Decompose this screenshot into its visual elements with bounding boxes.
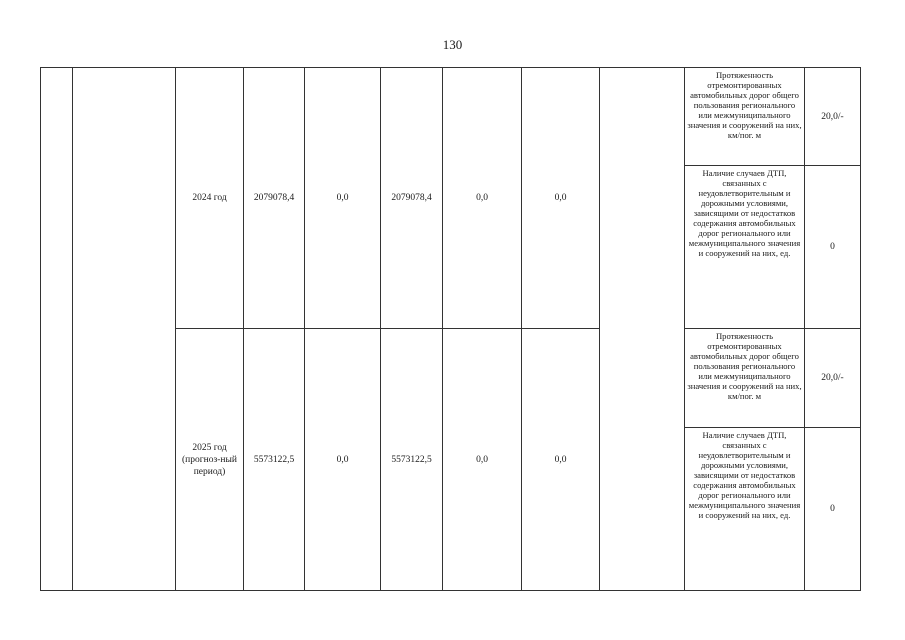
funding-cell: 0,0 — [305, 68, 381, 329]
indicator-name: Наличие случаев ДТП, связанных с неудовлетворительным и дорожными условиями, зависящими от недостатков содержания автомобильных дорог регионального или межмуниципального значения и сооружений на них, ед. — [685, 428, 805, 591]
indicator-value: 0 — [805, 428, 861, 591]
table-row — [41, 68, 861, 166]
empty-cell-name — [73, 68, 176, 591]
indicator-name: Протяженность отремонтированных автомобильных дорог общего пользования регионального или межмуниципального значения и сооружений на них, км/пог. м — [685, 68, 805, 166]
indicator-value: 20,0/- — [805, 329, 861, 428]
funding-cell: 0,0 — [522, 68, 600, 329]
indicator-value: 0 — [805, 166, 861, 329]
funding-cell: 0,0 — [522, 329, 600, 591]
total-cell: 2079078,4 — [244, 68, 305, 329]
year-cell: 2025 год (прогноз-ный период) — [176, 329, 244, 591]
indicator-name: Протяженность отремонтированных автомобильных дорог общего пользования регионального или межмуниципального значения и сооружений на них, км/пог. м — [685, 329, 805, 428]
year-cell: 2024 год — [176, 68, 244, 329]
total-cell: 5573122,5 — [244, 329, 305, 591]
program-table — [40, 67, 861, 591]
empty-cell-number — [41, 68, 73, 591]
funding-cell: 5573122,5 — [381, 329, 443, 591]
funding-cell: 0,0 — [443, 68, 522, 329]
empty-cell-executor — [600, 68, 685, 591]
funding-cell: 0,0 — [305, 329, 381, 591]
page-number: 130 — [442, 37, 463, 52]
funding-cell: 2079078,4 — [381, 68, 443, 329]
indicator-name: Наличие случаев ДТП, связанных с неудовлетворительным и дорожными условиями, зависящими от недостатков содержания автомобильных дорог регионального или межмуниципального значения и сооружений на них, ед. — [685, 166, 805, 329]
indicator-value: 20,0/- — [805, 68, 861, 166]
funding-cell: 0,0 — [443, 329, 522, 591]
